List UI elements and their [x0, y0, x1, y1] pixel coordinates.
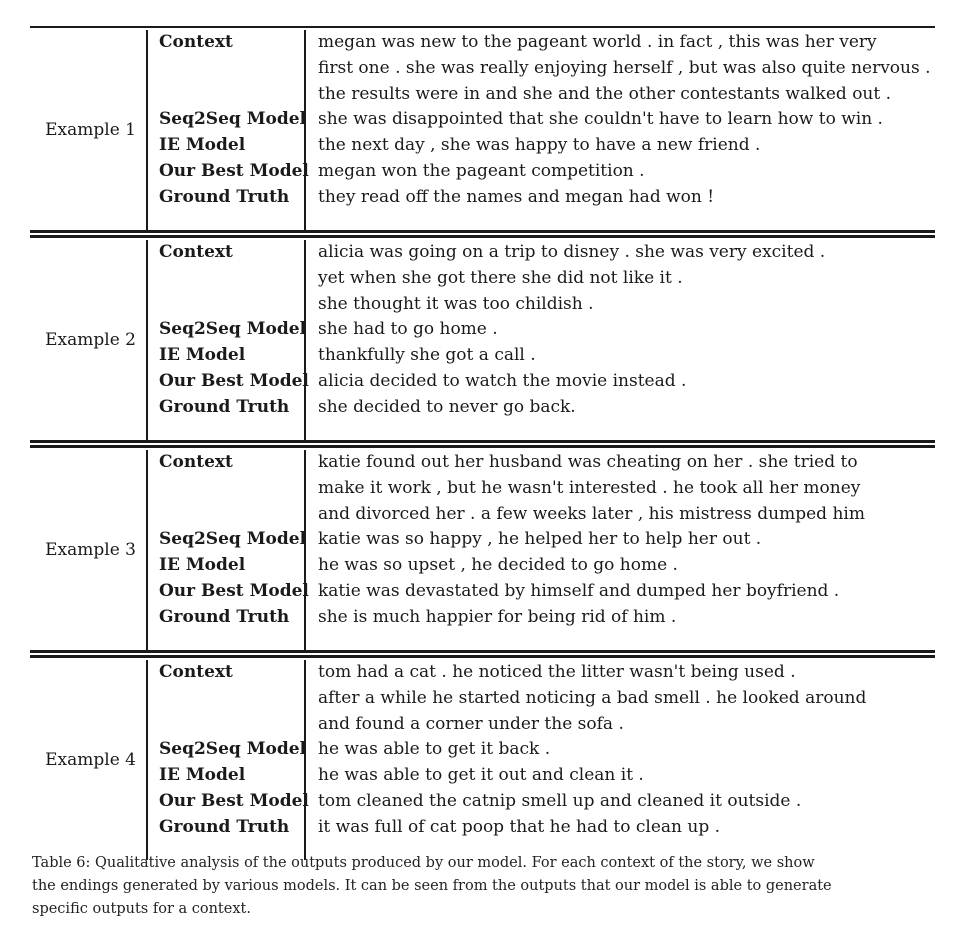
- context-line: the results were in and she and the other contestants walked out .: [318, 83, 892, 104]
- context-label: Context: [159, 662, 233, 682]
- ground-truth-output: it was full of cat poop that he had to clean up .: [318, 816, 721, 837]
- ie-label: IE Model: [159, 555, 246, 576]
- seq2seq-label: Seq2Seq Model: [159, 109, 307, 130]
- best-model-output: megan won the pageant competition .: [318, 160, 645, 181]
- ground-truth-output: she decided to never go back.: [318, 396, 576, 417]
- caption-line: Table 6: Qualitative analysis of the outputs produced by our model. For each context of the story, we show: [32, 855, 815, 871]
- caption-line: specific outputs for a context.: [32, 901, 251, 917]
- example-label: Example 2: [45, 330, 136, 350]
- context-label: Context: [159, 452, 233, 472]
- context-label: Context: [159, 32, 233, 52]
- ground-truth-output: they read off the names and megan had won !: [318, 186, 715, 207]
- seq2seq-label: Seq2Seq Model: [159, 319, 307, 340]
- text-column: [306, 30, 935, 230]
- ie-output: the next day , she was happy to have a new friend .: [318, 135, 761, 156]
- context-label: Context: [159, 242, 233, 262]
- example-block-4: [30, 658, 935, 860]
- context-line: alicia was going on a trip to disney . she was very excited .: [318, 242, 826, 262]
- ground-truth-label: Ground Truth: [159, 396, 290, 417]
- best-model-output: tom cleaned the catnip smell up and cleaned it outside .: [318, 790, 802, 811]
- seq2seq-output: he was able to get it back .: [318, 739, 551, 760]
- best-model-label: Our Best Model: [159, 580, 309, 601]
- seq2seq-label: Seq2Seq Model: [159, 739, 307, 760]
- context-line: and found a corner under the sofa .: [318, 713, 624, 734]
- context-line: make it work , but he wasn't interested . he took all her money: [318, 477, 861, 498]
- best-model-output: alicia decided to watch the movie instead .: [318, 370, 687, 391]
- ie-label: IE Model: [159, 135, 246, 156]
- example-block-3: [30, 448, 935, 650]
- ground-truth-output: she is much happier for being rid of him .: [318, 606, 677, 627]
- example-label-cell: [30, 30, 146, 230]
- model-label-column: [146, 240, 309, 440]
- seq2seq-label: Seq2Seq Model: [159, 529, 307, 550]
- ie-output: he was able to get it out and clean it .: [318, 765, 644, 786]
- text-column: [306, 240, 935, 440]
- text-column: [306, 660, 935, 860]
- context-line: megan was new to the pageant world . in fact , this was her very: [318, 32, 877, 52]
- best-model-label: Our Best Model: [159, 370, 309, 391]
- ground-truth-label: Ground Truth: [159, 186, 290, 207]
- best-model-label: Our Best Model: [159, 790, 309, 811]
- seq2seq-output: she was disappointed that she couldn't have to learn how to win .: [318, 109, 883, 130]
- example-block-1: [30, 28, 935, 230]
- ground-truth-label: Ground Truth: [159, 816, 290, 837]
- context-line: after a while he started noticing a bad smell . he looked around: [318, 687, 867, 708]
- text-column: [306, 450, 935, 650]
- best-model-label: Our Best Model: [159, 160, 309, 181]
- ground-truth-label: Ground Truth: [159, 606, 290, 627]
- double-rule: [30, 440, 935, 448]
- ie-label: IE Model: [159, 345, 246, 366]
- best-model-output: katie was devastated by himself and dumped her boyfriend .: [318, 580, 840, 601]
- context-line: she thought it was too childish .: [318, 293, 594, 314]
- example-label-cell: [30, 450, 146, 650]
- context-line: tom had a cat . he noticed the litter wasn't being used .: [318, 662, 796, 682]
- caption-line: the endings generated by various models. It can be seen from the outputs that our model is able to generate: [32, 878, 832, 894]
- seq2seq-output: she had to go home .: [318, 319, 498, 340]
- context-line: yet when she got there she did not like it .: [318, 267, 683, 288]
- example-block-2: [30, 238, 935, 440]
- double-rule: [30, 230, 935, 238]
- model-label-column: [146, 660, 309, 860]
- example-label: Example 1: [45, 120, 136, 140]
- model-label-column: [146, 30, 309, 230]
- example-label: Example 4: [45, 750, 136, 770]
- ie-label: IE Model: [159, 765, 246, 786]
- context-line: first one . she was really enjoying herself , but was also quite nervous .: [318, 57, 931, 78]
- example-label-cell: [30, 660, 146, 860]
- model-label-column: [146, 450, 309, 650]
- table-caption: [32, 852, 932, 921]
- context-line: katie found out her husband was cheating on her . she tried to: [318, 452, 858, 472]
- ie-output: he was so upset , he decided to go home .: [318, 555, 678, 576]
- ie-output: thankfully she got a call .: [318, 345, 536, 366]
- example-label-cell: [30, 240, 146, 440]
- seq2seq-output: katie was so happy , he helped her to help her out .: [318, 529, 762, 550]
- double-rule: [30, 650, 935, 658]
- context-line: and divorced her . a few weeks later , his mistress dumped him: [318, 503, 865, 524]
- results-table: [30, 26, 935, 860]
- example-label: Example 3: [45, 540, 136, 560]
